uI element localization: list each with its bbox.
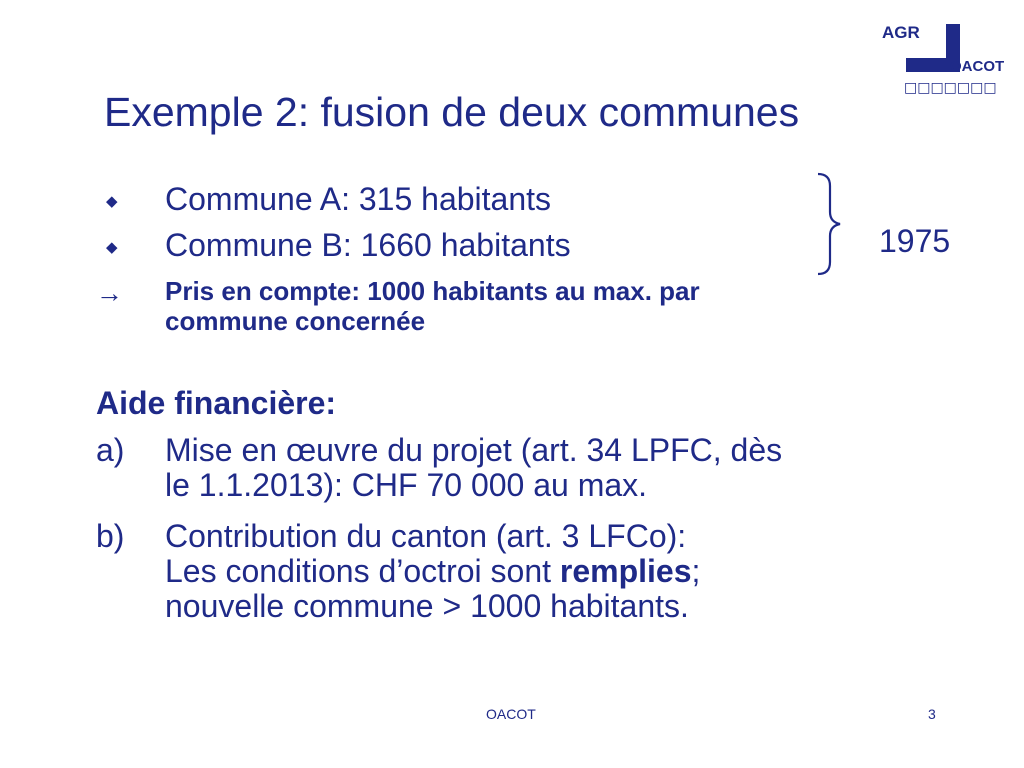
list-item-a-line2: le 1.1.2013): CHF 70 000 au max. [165, 467, 648, 504]
list-item-a-line1: Mise en œuvre du projet (art. 34 LPFC, dès [165, 432, 783, 468]
arrow-row [96, 280, 136, 310]
diamond-bullet-icon: ◆ [106, 193, 118, 210]
commune-a-label: Commune A: 315 habitants [165, 181, 552, 217]
pris-en-compte-line1: Pris en compte: 1000 habitants au max. par [165, 276, 700, 306]
list-item-b-line3: nouvelle commune > 1000 habitants. [165, 588, 689, 625]
commune-b-row [96, 228, 696, 268]
diamond-bullet-icon: ◆ [106, 239, 118, 256]
slide-title: Exemple 2: fusion de deux communes [104, 89, 800, 135]
inline-text: Les conditions d’octroi sont [165, 553, 560, 590]
pris-en-compte-line2: commune concernée [165, 305, 426, 336]
agr-oacot-logo [878, 18, 1014, 96]
logo-top-text: AGR [882, 23, 920, 42]
inline-text: ; [691, 553, 701, 590]
total-inhabitants: 1975 [879, 223, 951, 259]
right-brace-icon [814, 172, 844, 276]
commune-a-row [96, 182, 696, 222]
footer-organization: OACOT [486, 706, 536, 722]
aide-financiere-heading: Aide financière: [96, 385, 337, 421]
pris-en-compte-text [165, 277, 885, 337]
list-item-b-line1: Contribution du canton (art. 3 LFCo): [165, 518, 687, 554]
list-item-a [165, 433, 782, 503]
arrow-right-icon: → [96, 278, 123, 308]
list-item-b-line2 [165, 554, 700, 589]
commune-b-label: Commune B: 1660 habitants [165, 227, 571, 263]
list-marker-a: a) [96, 432, 125, 468]
list-marker-b: b) [96, 518, 125, 554]
logo-squares-text: □□□□□□□ [904, 80, 997, 96]
logo-bottom-text: OACOT [950, 58, 1005, 75]
list-item-b [165, 519, 700, 625]
page-number: 3 [928, 706, 936, 722]
emphasis-remplies: remplies [559, 553, 692, 590]
